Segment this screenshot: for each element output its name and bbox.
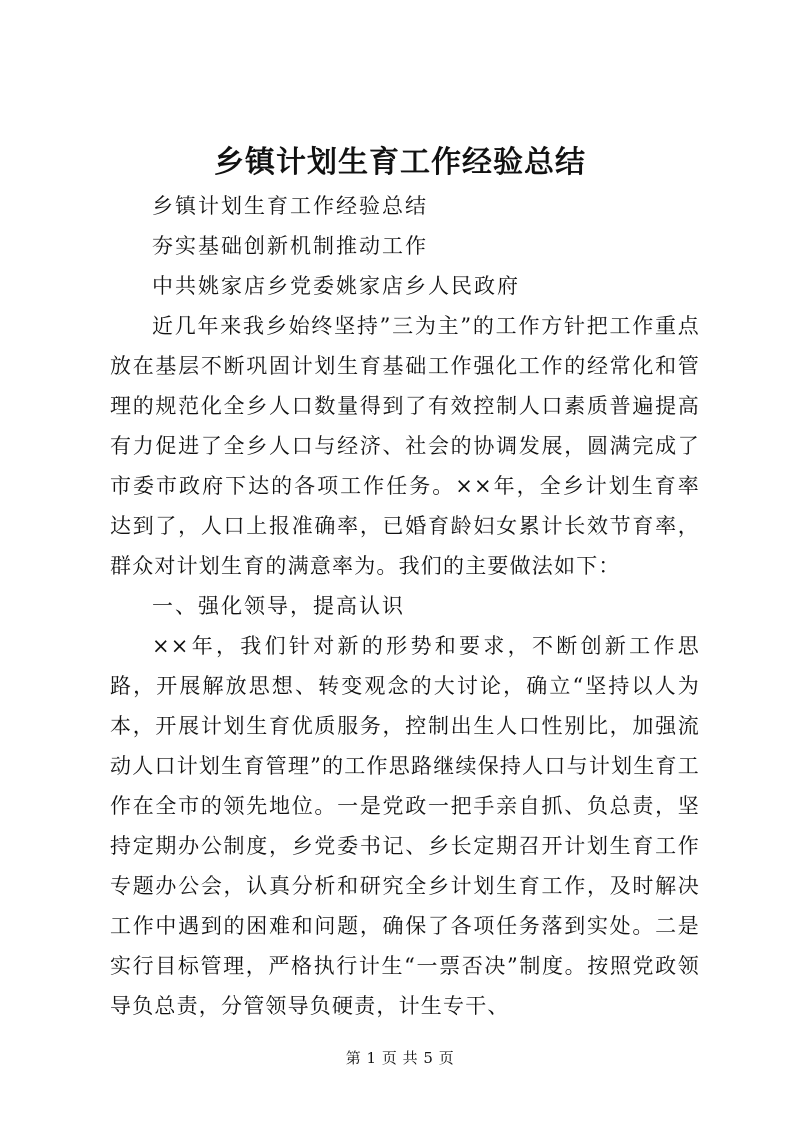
paragraph-repeated-title: 乡镇计划生育工作经验总结 — [152, 194, 428, 218]
document-body — [110, 186, 700, 1026]
paragraph-subtitle: 夯实基础创新机制推动工作 — [152, 234, 428, 258]
paragraph-author: 中共姚家店乡党委姚家店乡人民政府 — [152, 274, 520, 298]
document-title: 乡镇计划生育工作经验总结 — [214, 145, 586, 180]
paragraph-section-1: ××年，我们针对新的形势和要求，不断创新工作思路，开展解放思想、转变观念的大讨论，确立“坚持以人为本，开展计划生育优质服务，控制出生人口性别比，加强流动人口计划生育管理”的工作思路继续保持人口与计划生育工作在全市的领先地位。一是党政一把手亲自抓、负总责，坚持定期办公制度，乡党委书记、乡长定期召开计划生育工作专题办公会，认真分析和研究全乡计划生育工作，及时解决工作中遇到的困难和问题，确保了各项任务落到实处。二是实行目标管理，严格执行计生“一票否决”制度。按照党政领导负总责，分管领导负硬责，计生专干、 — [110, 634, 700, 1018]
section-heading-1: 一、强化领导，提高认识 — [152, 594, 405, 618]
paragraph-introduction: 近几年来我乡始终坚持”三为主”的工作方针把工作重点放在基层不断巩固计划生育基础工作强化工作的经常化和管理的规范化全乡人口数量得到了有效控制人口素质普遍提高有力促进了全乡人口与经济、社会的协调发展，圆满完成了市委市政府下达的各项工作任务。××年，全乡计划生育率达到了，人口上报准确率，已婚育龄妇女累计长效节育率，群众对计划生育的满意率为。我们的主要做法如下： — [110, 314, 700, 578]
page-footer: 第 1 页 共 5 页 — [345, 1049, 455, 1067]
